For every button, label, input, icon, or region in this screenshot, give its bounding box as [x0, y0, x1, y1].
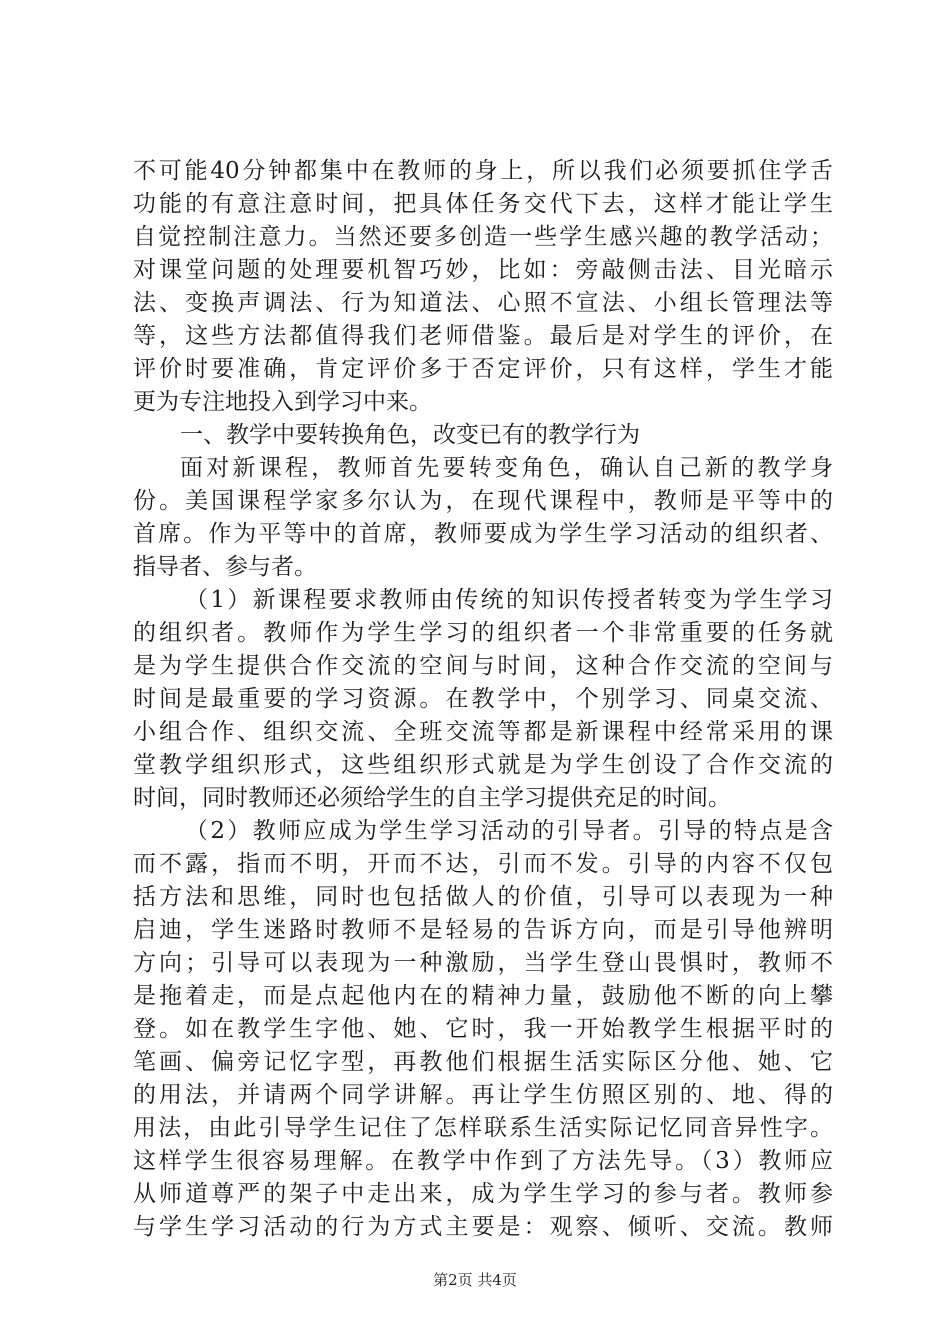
text-line: 更为专注地投入到学习中来。	[133, 389, 432, 415]
text-line: 一、教学中要转换角色，改变已有的教学行为	[180, 422, 640, 448]
text-line: 等，这些方法都值得我们老师借鉴。最后是对学生的评价，在	[133, 323, 833, 349]
text-line: 堂教学组织形式，这些组织形式就是为学生创设了合作交流的	[133, 752, 833, 778]
text-line: （2）教师应成为学生学习活动的引导者。引导的特点是含	[185, 818, 833, 844]
text-line: 不可能40分钟都集中在教师的身上，所以我们必须要抓住学舌	[133, 158, 833, 184]
text-line: 这样学生很容易理解。在教学中作到了方法先导。（3）教师应	[133, 1148, 833, 1174]
text-line: 是拖着走，而是点起他内在的精神力量，鼓励他不断的向上攀	[133, 983, 833, 1009]
text-line: （1）新课程要求教师由传统的知识传授者转变为学生学习	[185, 587, 833, 613]
text-line: 括方法和思维，同时也包括做人的价值，引导可以表现为一种	[133, 884, 833, 910]
text-line: 是为学生提供合作交流的空间与时间，这种合作交流的空间与	[133, 653, 833, 679]
text-line: 对课堂问题的处理要机智巧妙，比如：旁敲侧击法、目光暗示	[133, 257, 833, 283]
text-line: 小组合作、组织交流、全班交流等都是新课程中经常采用的课	[133, 719, 833, 745]
text-line: 评价时要准确，肯定评价多于否定评价，只有这样，学生才能	[133, 356, 833, 382]
text-line: 首席。作为平等中的首席，教师要成为学生学习活动的组织者、	[133, 521, 833, 547]
page-footer: 第2页 共4页	[433, 1271, 517, 1289]
text-line: 方向；引导可以表现为一种激励，当学生登山畏惧时，教师不	[133, 950, 833, 976]
text-line: 启迪，学生迷路时教师不是轻易的告诉方向，而是引导他辨明	[133, 917, 833, 943]
text-line: 时间，同时教师还必须给学生的自主学习提供充足的时间。	[133, 785, 731, 811]
text-line: 而不露，指而不明，开而不达，引而不发。引导的内容不仅包	[133, 851, 833, 877]
text-line: 与学生学习活动的行为方式主要是：观察、倾听、交流。教师	[133, 1214, 833, 1240]
text-line: 时间是最重要的学习资源。在教学中，个别学习、同桌交流、	[133, 686, 833, 712]
text-line: 指导者、参与者。	[133, 554, 317, 580]
document-body	[133, 155, 833, 1244]
text-line: 法、变换声调法、行为知道法、心照不宣法、小组长管理法等	[133, 290, 833, 316]
text-line: 功能的有意注意时间，把具体任务交代下去，这样才能让学生	[133, 191, 833, 217]
text-line: 笔画、偏旁记忆字型，再教他们根据生活实际区分他、她、它	[133, 1049, 833, 1075]
text-line: 的用法，并请两个同学讲解。再让学生仿照区别的、地、得的	[133, 1082, 833, 1108]
text-line: 面对新课程，教师首先要转变角色，确认自己新的教学身	[180, 455, 833, 481]
text-line: 份。美国课程学家多尔认为，在现代课程中，教师是平等中的	[133, 488, 833, 514]
text-line: 的组织者。教师作为学生学习的组织者一个非常重要的任务就	[133, 620, 833, 646]
text-line: 自觉控制注意力。当然还要多创造一些学生感兴趣的教学活动；	[133, 224, 833, 250]
text-line: 用法，由此引导学生记住了怎样联系生活实际记忆同音异性字。	[133, 1115, 833, 1141]
text-line: 登。如在教学生字他、她、它时，我一开始教学生根据平时的	[133, 1016, 833, 1042]
text-line: 从师道尊严的架子中走出来，成为学生学习的参与者。教师参	[133, 1181, 833, 1207]
